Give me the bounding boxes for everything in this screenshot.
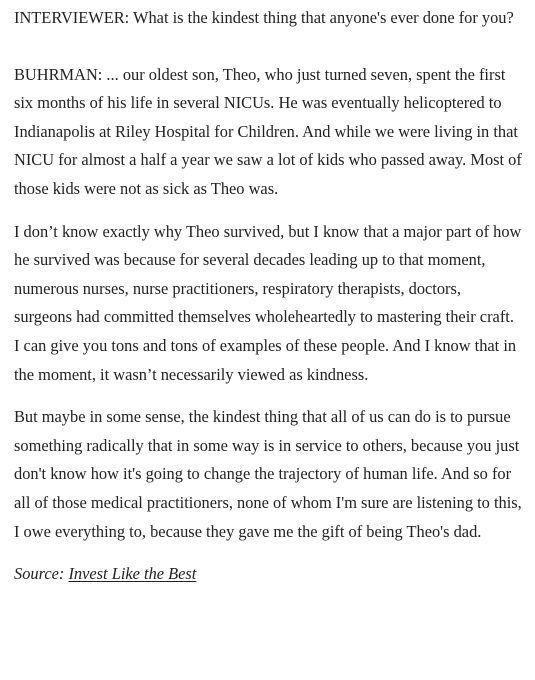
source-citation xyxy=(14,560,522,589)
interviewer-question: INTERVIEWER: What is the kindest thing that anyone's ever done for you? xyxy=(14,8,514,27)
source-label: Source: xyxy=(14,564,69,584)
answer-paragraph-1: BUHRMAN: ... our oldest son, Theo, who just turned seven, spent the first six months of his life in several NICUs. He was eventually helicoptered to Indianapolis at Riley Hospital for Children. And while we were living in that NICU for almost a half a year we saw a lot of kids who passed away. Most of those kids were not as sick as Theo was. xyxy=(14,64,522,198)
source-link[interactable]: Invest Like the Best xyxy=(68,564,197,584)
answer-paragraph-3: But maybe in some sense, the kindest thing that all of us can do is to pursue something radically that in some way is in service to others, because you just don't know how it's going to change the trajectory of human life. And so for all of those medical practitioners, none of whom I'm sure are listening to this, I owe everything to, because they gave me the gift of being Theo's dad. xyxy=(14,407,522,541)
answer-paragraph-2: I don’t know exactly why Theo survived, but I know that a major part of how he survived was because for several decades leading up to that moment, numerous nurses, nurse practitioners, respiratory therapists, doctors, surgeons had committed themselves wholeheartedly to mastering their craft. I can give you tons and tons of examples of these people. And I know that in the moment, it wasn’t necessarily viewed as kindness. xyxy=(14,221,522,384)
